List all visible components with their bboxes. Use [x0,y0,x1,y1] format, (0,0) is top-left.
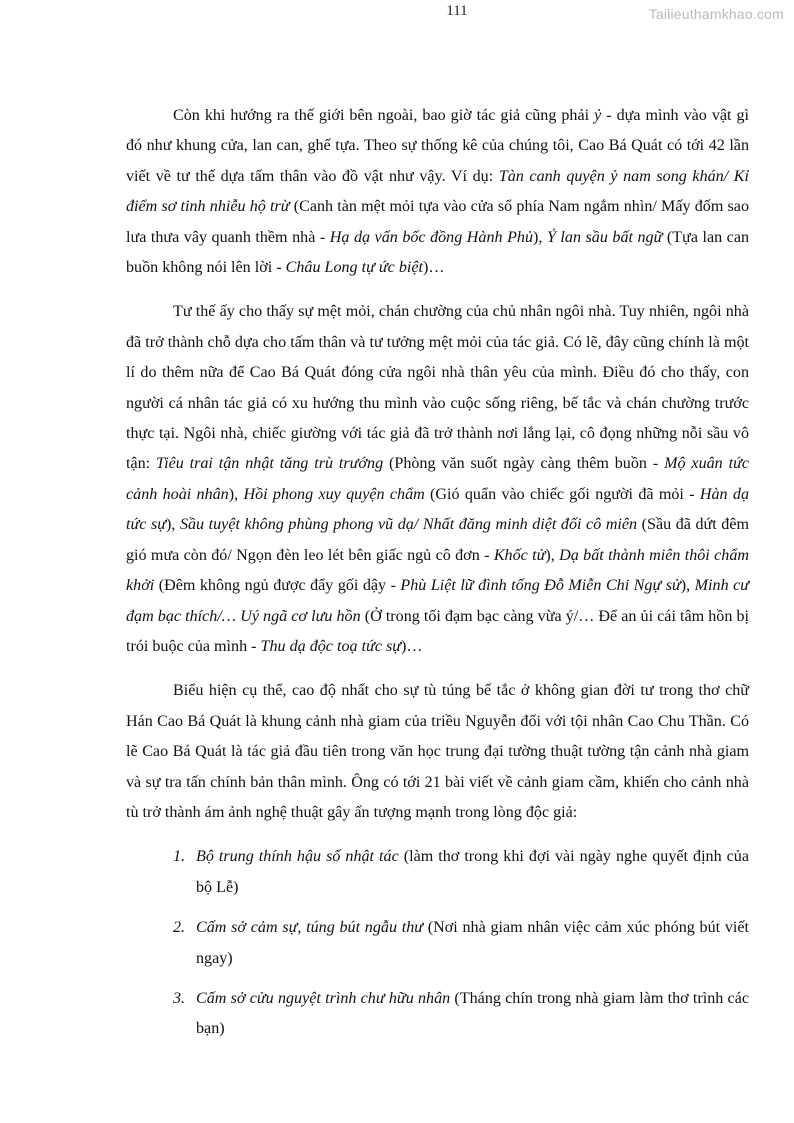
poem-description: (Nơi nhà giam nhân việc cảm xúc phóng bút viết ngay) [196,919,749,967]
watermark: Tailieuthamkhao.com [648,6,784,22]
poem-title: Cấm sở cảm sự, túng bút ngẫu thư [196,919,424,937]
text-run: ), [680,577,695,595]
list-number: 1. [173,848,186,866]
document-body [126,101,749,1055]
italic-citation: Hồi phong xuy quyện chẩm [243,485,425,503]
text-run: ), [545,546,560,564]
page-number: 111 [446,3,468,19]
italic-citation: Mộ xuân tức cảnh hoài nhân [126,455,750,503]
italic-citation: Thu dạ độc toạ tức sự [260,637,402,655]
paragraph-1 [126,101,749,283]
list-number: 3. [173,989,186,1007]
list-number: 2. [173,919,186,937]
poem-description: (Tháng chín trong nhà giam làm thơ trình các bạn) [196,989,749,1038]
poem-list [126,842,749,1044]
text-run: (Sầu đã dứt đêm gió mưa còn đó/ Ngọn đèn leo lét bên giấc ngủ cô đơn - [126,516,750,564]
italic-citation: Châu Long tự ức biệt [285,259,423,277]
text-run: (Canh tàn mệt mỏi tựa vào cửa sổ phía Nam ngắm nhìn/ Mấy đốm sao lưa thưa vây quanh thềm nhà - [126,198,749,246]
paragraph-2 [126,297,749,662]
poem-description: (làm thơ trong khi đợi vài ngày nghe quyết định của bộ Lễ) [196,848,750,896]
text-run: )… [401,637,423,655]
italic-citation: Tàn canh quyện ỷ nam song khán/ Kỉ điểm sơ tinh nhiễu hộ trừ [126,167,749,216]
text-run: (Tựa lan can buồn không nói lên lời - [126,228,750,277]
text-run: ), [533,228,547,246]
text-run: Còn khi hướng ra thế giới bên ngoài, bao giờ tác giả cũng phải [173,107,595,124]
italic-citation: Khốc tử [493,546,546,564]
text-run: (Phòng văn suốt ngày càng thêm buồn - [383,455,665,473]
text-run: Tư thế ấy cho thấy sự mệt mỏi, chán chường của chủ nhân ngôi nhà. Tuy nhiên, ngôi nhà đã trở thành chỗ dựa cho tấm thân và tư tưởng mệt mỏi của tác giả. Có lẽ, đây cũng chính là một lí do thêm nữa để Cao Bá Quát đóng cửa ngôi nhà thân yêu của mình. Điều đó cho thấy, con người cá nhân tác giả có xu hướng thu mình vào cuộc sống riêng, bế tắc và chán chường trước thực tại. Ngôi nhà, chiếc giường với tác giả đã trở thành nơi lắng lại, cô đọng những nỗi sầu vô tận: [126,303,749,473]
paragraph-3 [126,676,749,828]
list-item [126,842,749,903]
list-item [126,984,749,1045]
poem-title: Bộ trung thính hậu số nhật tác [196,848,399,866]
italic-citation: ỷ [594,107,602,124]
list-item [126,913,749,974]
text-run: (Gió quẩn vào chiếc gối người đã mỏi - [424,485,700,503]
italic-citation: Hạ dạ vấn bốc đồng Hành Phủ [329,228,534,246]
italic-citation: Phù Liệt lữ đình tống Đỗ Miễn Chi Ngự sử [400,577,681,595]
text-run: (Ở trong tối đạm bạc càng vừa ý/… Để an ủi cái tâm hồn bị trói buộc của mình - [126,607,749,655]
italic-citation: Ỷ lan sầu bất ngữ [546,228,663,246]
text-run: (Đêm không ngủ được đẩy gối dậy - [154,577,401,595]
text-run: ), [228,485,244,503]
poem-title: Cấm sở cửu nguyệt trình chư hữu nhân [196,989,451,1007]
text-run: )… [422,259,445,277]
italic-citation: Tiêu trai tận nhật tăng trù trướng [156,455,384,473]
italic-citation: Minh cư đạm bạc thích/… Uý ngã cơ lưu hồn [126,577,750,625]
text-run: ), [166,516,180,534]
italic-citation: Sầu tuyệt không phùng phong vũ dạ/ Nhất đăng minh diệt đối cô miên [179,516,638,534]
italic-citation: Dạ bất thành miên thôi chẩm khởi [126,546,749,595]
text-run: - dựa mình vào vật gì đó như khung cửa, lan can, ghế tựa. Theo sự thống kê của chúng tôi, Cao Bá Quát có tới 42 lần viết về tư thế dựa tấm thân vào đồ vật như vậy. Ví dụ: [126,107,750,185]
text-run: Biểu hiện cụ thể, cao độ nhất cho sự tù túng bế tắc ở không gian đời tư trong thơ chữ Hán Cao Bá Quát là khung cảnh nhà giam của triều Nguyễn đối với tội nhân Cao Chu Thần. Có lẽ Cao Bá Quát là tác giả đầu tiên trong văn học trung đại tường thuật tường tận cảnh nhà giam và sự tra tấn chính bản thân mình. Ông có tới 21 bài viết về cảnh giam cầm, khiến cho cảnh nhà tù trở thành ám ảnh nghệ thuật gây ấn tượng mạnh trong lòng độc giả: [126,682,749,821]
italic-citation: Hàn dạ tức sự [126,485,750,534]
